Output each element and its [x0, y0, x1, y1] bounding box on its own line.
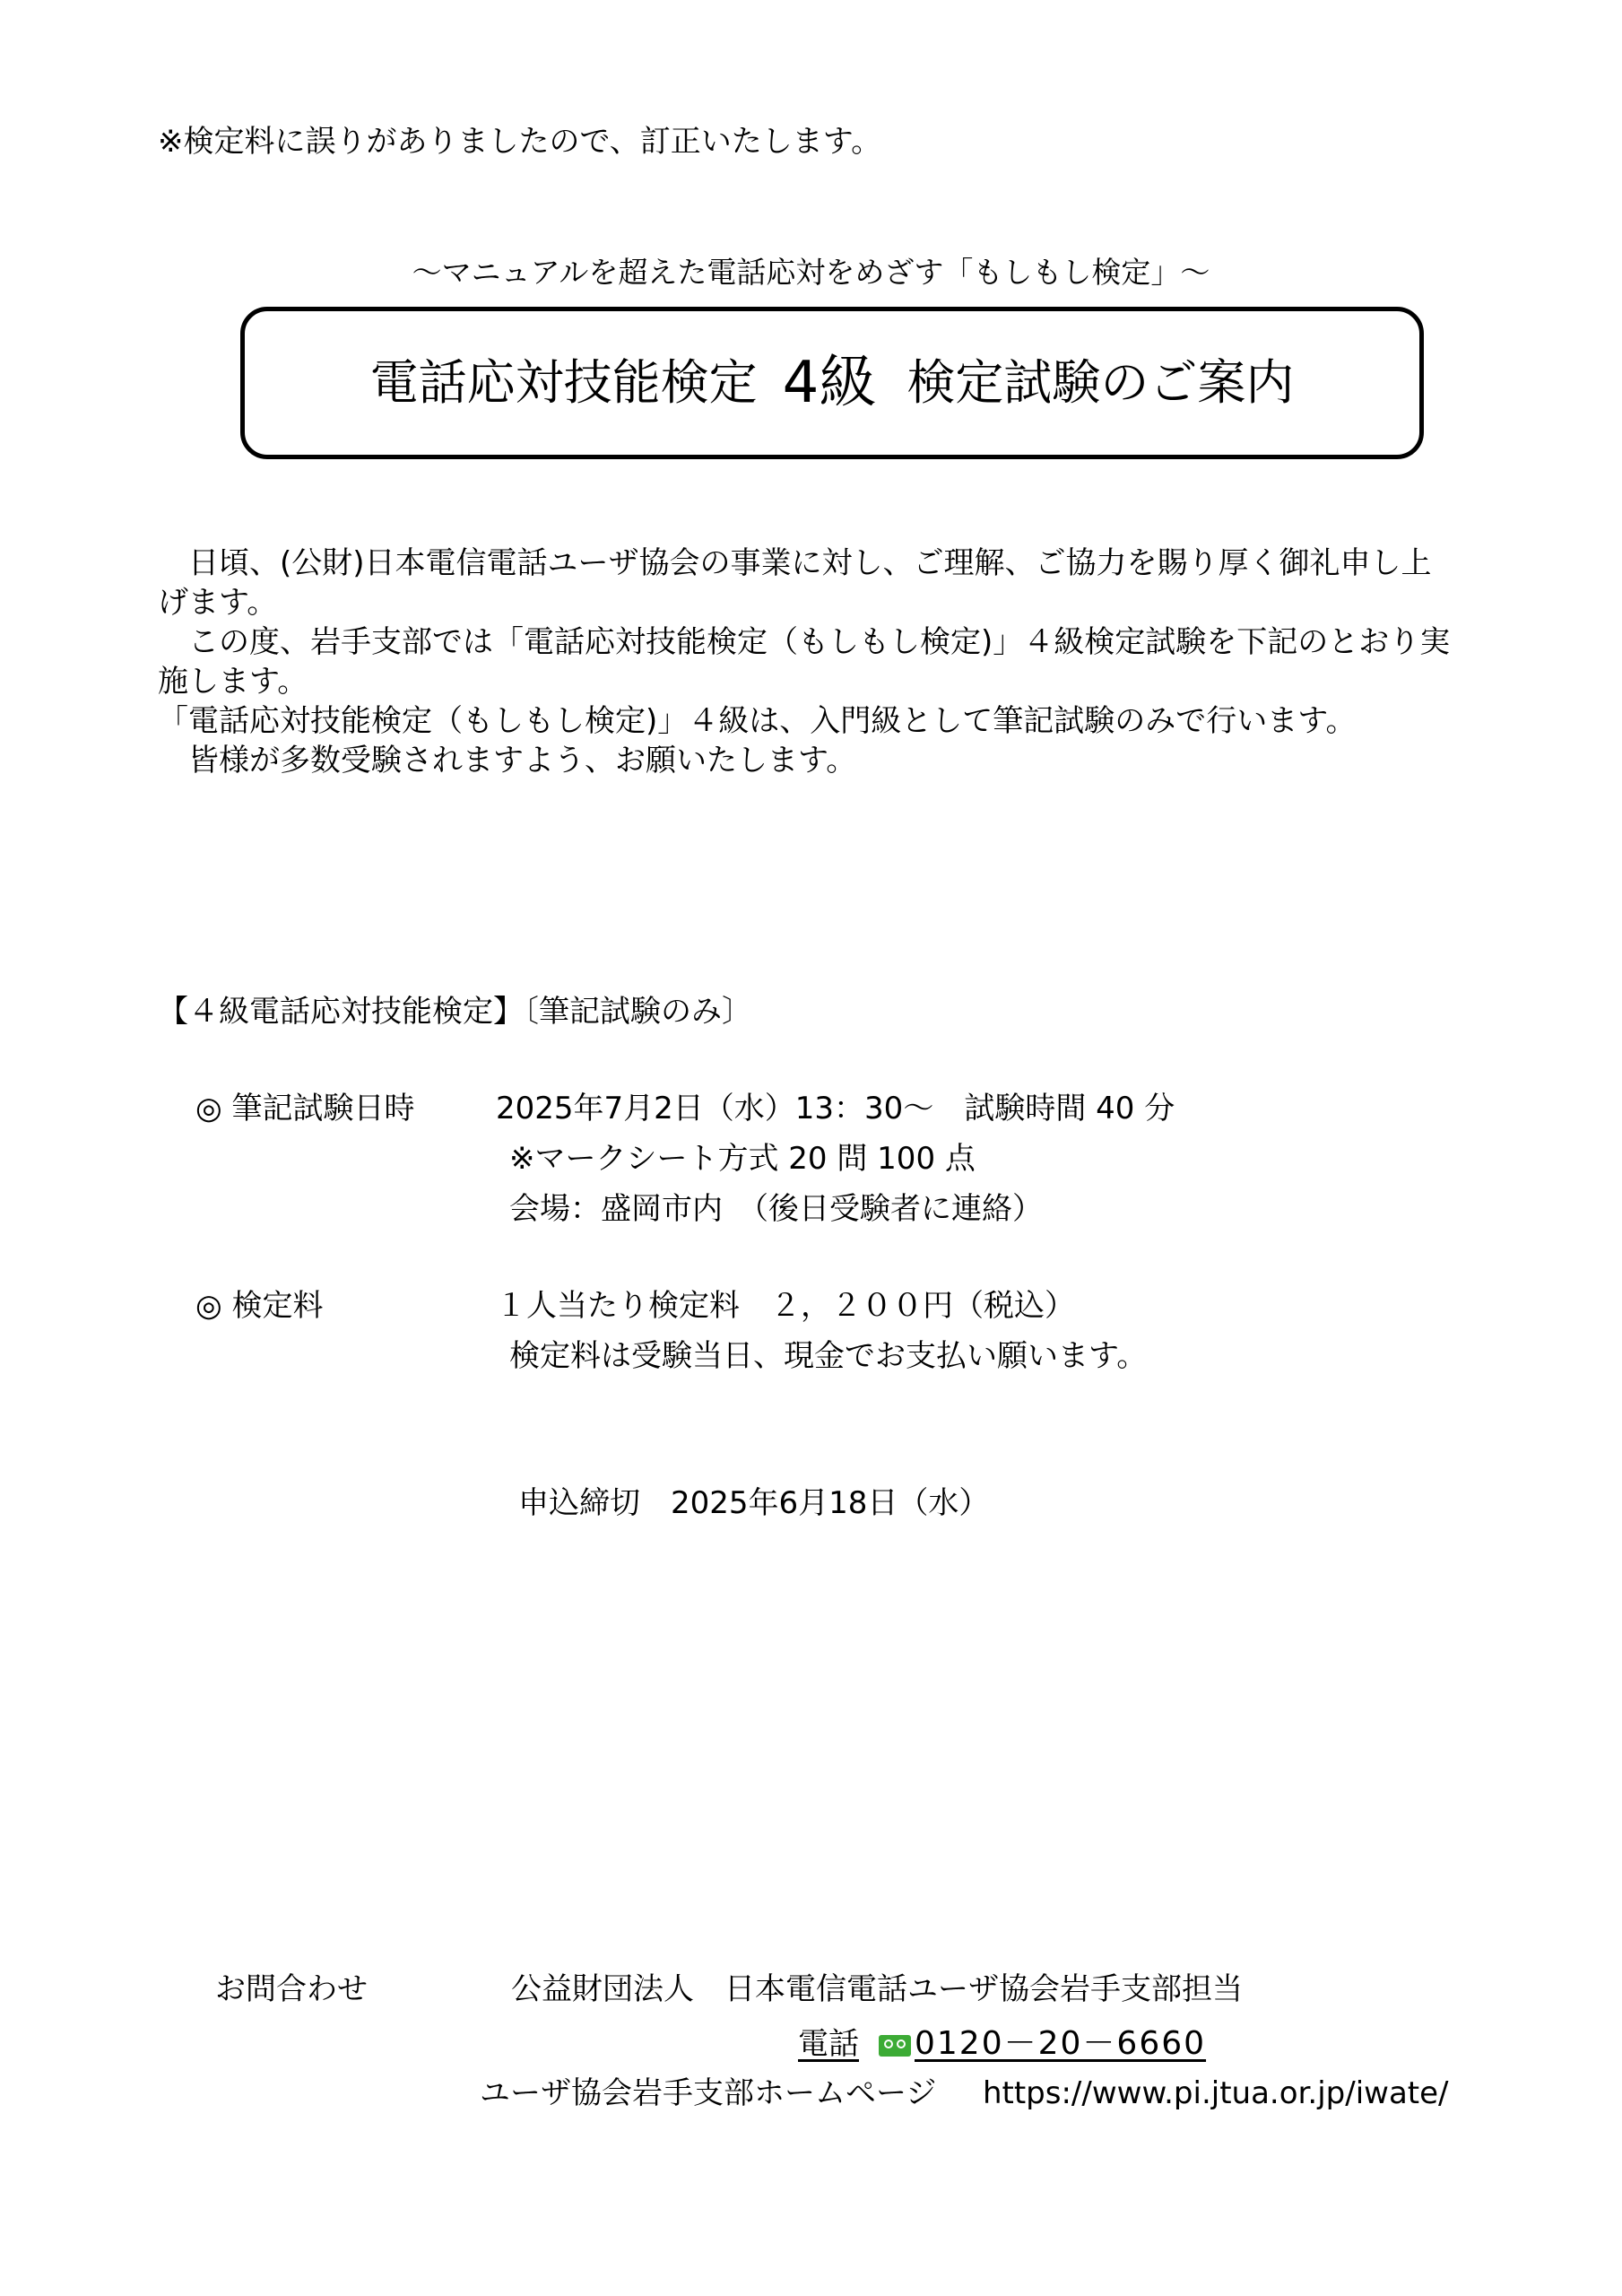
intro-paragraph: この度、岩手支部では「電話応対技能検定（もしもし検定)」４級検定試験を下記のとおり実施します。 — [158, 624, 1451, 700]
homepage-line — [480, 2074, 1448, 2113]
fee-label: ◎ 検定料 — [195, 1288, 324, 1324]
title-suffix: 検定試験のご案内 — [906, 354, 1295, 411]
section-heading: 【４級電話応対技能検定】〔筆記試験のみ〕 — [158, 994, 752, 1030]
inquiry-organization: 公益財団法人 日本電信電話ユーザ協会岩手支部担当 — [511, 1971, 1243, 2007]
title-prefix: 電話応対技能検定 — [369, 354, 758, 411]
inquiry-label: お問合わせ — [215, 1971, 368, 2007]
homepage-link[interactable]: https://www.pi.jtua.or.jp/iwate/ — [982, 2075, 1449, 2111]
phone-number[interactable]: 0120－20－6660 — [915, 2025, 1207, 2062]
intro-text — [158, 544, 1458, 780]
homepage-label: ユーザ協会岩手支部ホームページ — [480, 2075, 937, 2111]
intro-paragraph: 「電話応対技能検定（もしもし検定)」４級は、入門級として筆記試験のみで行います。 — [158, 703, 1357, 739]
title-grade: 4級 — [782, 350, 877, 416]
exam-venue: 会場：盛岡市内 （後日受験者に連絡） — [509, 1191, 1043, 1227]
title-box — [240, 307, 1424, 459]
intro-paragraph: 日頃、(公財)日本電信電話ユーザ協会の事業に対し、ご理解、ご協力を賜り厚く御礼申し上げます。 — [158, 545, 1432, 621]
freedial-icon — [879, 2035, 911, 2057]
exam-datetime: 2025年7月2日（水）13：30～ 試験時間 40 分 — [496, 1091, 1175, 1126]
phone-label: 電話 — [798, 2026, 859, 2062]
phone-line — [798, 2024, 1235, 2064]
correction-notice: ※検定料に誤りがありましたので、訂正いたします。 — [158, 124, 882, 160]
subtitle: ～マニュアルを超えた電話応対をめざす「もしもし検定」～ — [412, 255, 1210, 290]
fee-payment-note: 検定料は受験当日、現金でお支払い願います。 — [509, 1338, 1148, 1374]
application-deadline: 申込締切 2025年6月18日（水） — [518, 1485, 990, 1521]
exam-datetime-label: ◎ 筆記試験日時 — [195, 1091, 415, 1126]
intro-paragraph: 皆様が多数受験されますよう、お願いたします。 — [158, 743, 857, 778]
exam-format: ※マークシート方式 20 問 100 点 — [509, 1141, 976, 1177]
fee-amount: １人当たり検定料 ２，２００円（税込） — [496, 1288, 1075, 1324]
